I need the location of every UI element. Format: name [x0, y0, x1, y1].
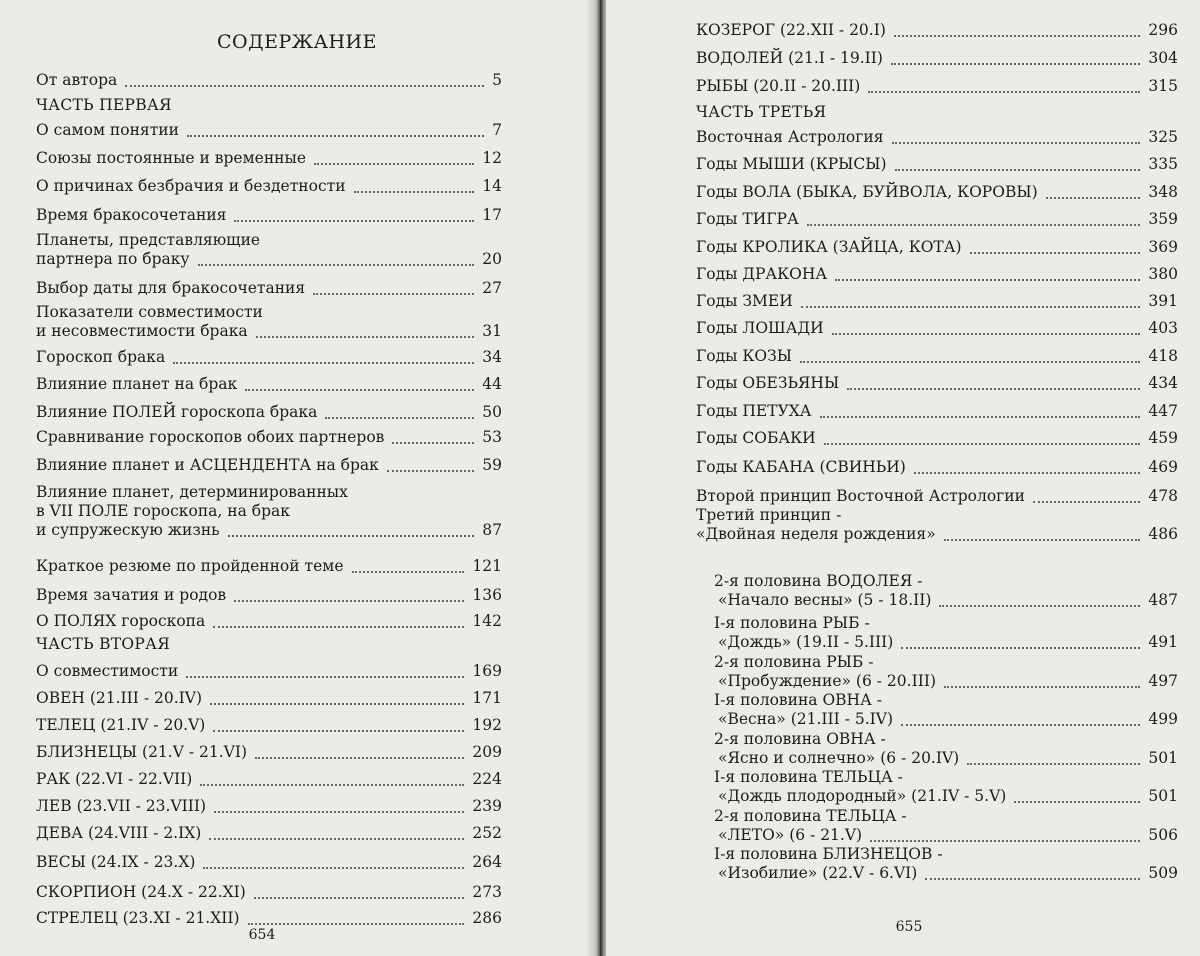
toc-page-number: 87	[478, 521, 502, 540]
leader-dots	[213, 624, 464, 628]
toc-entry	[714, 653, 1178, 691]
toc-page-number: 34	[478, 348, 502, 367]
toc-entry	[714, 691, 1178, 729]
toc-entry	[36, 689, 502, 708]
toc-entry-text: ДЕВА (24.VIII - 2.IX)	[36, 824, 202, 842]
toc-entry-text: ЧАСТЬ ПЕРВАЯ	[36, 96, 172, 114]
leader-dots	[800, 359, 1140, 363]
leader-dots	[248, 921, 464, 925]
toc-page-number: 469	[1144, 458, 1178, 477]
right-page	[606, 0, 1200, 956]
toc-page-number: 359	[1144, 210, 1178, 229]
leader-dots	[832, 331, 1140, 335]
toc-entry-text: ТЕЛЕЦ (21.IV - 20.V)	[36, 716, 206, 734]
leader-dots	[967, 761, 1140, 765]
leader-dots	[939, 603, 1140, 607]
toc-entry-text: ВЕСЫ (24.IX - 23.X)	[36, 853, 196, 871]
toc-entry-text: РЫБЫ (20.II - 20.III)	[696, 77, 861, 95]
toc-entry	[696, 458, 1178, 477]
leader-dots	[847, 386, 1140, 390]
toc-entry	[696, 103, 1178, 122]
toc-page-number: 209	[468, 743, 502, 762]
leader-dots	[914, 470, 1140, 474]
toc-entry	[36, 612, 502, 631]
toc-entry	[696, 155, 1178, 174]
toc-page-number: 142	[468, 612, 502, 631]
leader-dots	[894, 33, 1140, 37]
toc-page-number: 434	[1144, 374, 1178, 393]
toc-page-number: 369	[1144, 238, 1178, 257]
toc-entry	[36, 231, 502, 269]
toc-entry-text: I-я половина ТЕЛЬЦА -	[714, 768, 903, 786]
toc-entry-text: Выбор даты для бракосочетания	[36, 279, 306, 297]
leader-dots	[209, 836, 464, 840]
toc-entry-text: Восточная Астрология	[696, 128, 884, 146]
toc-entry	[696, 77, 1178, 96]
toc-entry-text: «Ясно и солнечно» (6 - 20.IV)	[718, 749, 960, 767]
leader-dots	[254, 895, 464, 899]
toc-entry-text: Годы КРОЛИКА (ЗАЙЦА, КОТА)	[696, 238, 962, 256]
leader-dots	[245, 387, 474, 391]
leader-dots	[210, 701, 464, 705]
toc-entry-text: О ПОЛЯХ гороскопа	[36, 612, 206, 630]
leader-dots	[200, 782, 464, 786]
leader-dots	[901, 645, 1140, 649]
leader-dots	[213, 728, 464, 732]
toc-entry	[696, 374, 1178, 393]
toc-entry-text: Годы ТИГРА	[696, 210, 799, 228]
toc-entry-text: Годы ЗМЕИ	[696, 292, 793, 310]
toc-page-number: 497	[1144, 672, 1178, 691]
toc-page-number: 296	[1144, 21, 1178, 40]
leader-dots	[970, 250, 1140, 254]
toc-page-number: 14	[478, 177, 502, 196]
toc-entry-text: О совместимости	[36, 662, 179, 680]
toc-entry-text: ОВЕН (21.III - 20.IV)	[36, 689, 203, 707]
toc-entry-text: Годы СОБАКИ	[696, 429, 816, 447]
leader-dots	[925, 876, 1140, 880]
leader-dots	[801, 304, 1140, 308]
toc-entry	[696, 49, 1178, 68]
toc-page-number: 447	[1144, 402, 1178, 421]
leader-dots	[824, 441, 1140, 445]
toc-entry-text: Показатели совместимости	[36, 303, 263, 321]
toc-entry	[696, 210, 1178, 229]
toc-page-number: 501	[1144, 787, 1178, 806]
toc-entry	[36, 635, 502, 654]
toc-entry-text: «Начало весны» (5 - 18.II)	[718, 591, 932, 609]
toc-page-number: 486	[1144, 525, 1178, 544]
leader-dots	[944, 684, 1140, 688]
leader-dots	[313, 291, 474, 295]
toc-entry-text: ЛЕВ (23.VII - 23.VIII)	[36, 797, 207, 815]
toc-entry	[36, 557, 502, 576]
leader-dots	[125, 83, 484, 87]
toc-entry-text: 2-я половина ОВНА -	[714, 730, 886, 748]
leader-dots	[214, 809, 464, 813]
toc-page-number: 7	[488, 121, 502, 140]
leader-dots	[255, 755, 464, 759]
leader-dots	[173, 360, 474, 364]
leader-dots	[198, 262, 474, 266]
toc-entry	[36, 824, 502, 843]
leader-dots	[325, 415, 474, 419]
toc-entry-text: РАК (22.VI - 22.VII)	[36, 770, 193, 788]
toc-entry	[36, 716, 502, 735]
toc-entry	[36, 279, 502, 298]
leader-dots	[234, 218, 474, 222]
leader-dots	[807, 222, 1140, 226]
toc-entry	[714, 614, 1178, 652]
toc-entry-text: Годы ПЕТУХА	[696, 402, 812, 420]
toc-entry	[36, 797, 502, 816]
toc-entry	[36, 483, 502, 540]
toc-entry	[36, 206, 502, 225]
toc-page-number: 304	[1144, 49, 1178, 68]
toc-entry-text: СТРЕЛЕЦ (23.XI - 21.XII)	[36, 909, 240, 927]
toc-page-number: 5	[488, 71, 502, 90]
toc-page-number: 325	[1144, 128, 1178, 147]
toc-entry	[714, 845, 1178, 883]
toc-entry	[714, 807, 1178, 845]
toc-entry	[36, 883, 502, 902]
toc-entry	[36, 177, 502, 196]
toc-entry-text: 2-я половина РЫБ -	[714, 653, 874, 671]
toc-entry	[36, 375, 502, 394]
leader-dots	[820, 414, 1140, 418]
toc-entry-text: 2-я половина ВОДОЛЕЯ -	[714, 572, 923, 590]
toc-entry-text: ВОДОЛЕЙ (21.I - 19.II)	[696, 49, 883, 67]
toc-entry-text: О самом понятии	[36, 121, 179, 139]
toc-entry-text: Годы ДРАКОНА	[696, 265, 828, 283]
toc-entry	[696, 429, 1178, 448]
toc-entry	[696, 292, 1178, 311]
toc-entry	[696, 402, 1178, 421]
toc-entry-text: ЧАСТЬ ВТОРАЯ	[36, 635, 171, 653]
right-page-number: 655	[895, 919, 923, 935]
toc-entry-text: Годы КАБАНА (СВИНЬИ)	[696, 458, 906, 476]
leader-dots	[234, 598, 464, 602]
leader-dots	[891, 61, 1140, 65]
toc-entry-text: Влияние планет на брак	[36, 375, 238, 393]
toc-entry-text: От автора	[36, 71, 118, 89]
toc-page-number: 286	[468, 909, 502, 928]
toc-page-number: 499	[1144, 710, 1178, 729]
toc-page-number: 501	[1144, 749, 1178, 768]
toc-page-number: 335	[1144, 155, 1178, 174]
toc-page-number: 136	[468, 586, 502, 605]
leader-dots	[1033, 499, 1140, 503]
leader-dots	[1046, 195, 1140, 199]
toc-entry-text: Годы КОЗЫ	[696, 347, 793, 365]
toc-page-number: 192	[468, 716, 502, 735]
toc-page-number: 59	[478, 456, 502, 475]
toc-page-number: 264	[468, 853, 502, 872]
leader-dots	[203, 865, 464, 869]
toc-page-number: 380	[1144, 265, 1178, 284]
toc-entry	[36, 853, 502, 872]
toc-entry	[36, 403, 502, 422]
toc-entry-text: БЛИЗНЕЦЫ (21.V - 21.VI)	[36, 743, 248, 761]
toc-entry-text: Годы ЛОШАДИ	[696, 319, 824, 337]
toc-entry	[696, 128, 1178, 147]
toc-entry-text: I-я половина БЛИЗНЕЦОВ -	[714, 845, 943, 863]
toc-page-number: 31	[478, 322, 502, 341]
toc-entry	[36, 348, 502, 367]
leader-dots	[870, 838, 1140, 842]
toc-entry	[36, 770, 502, 789]
toc-page-number: 418	[1144, 347, 1178, 366]
toc-entry	[36, 96, 502, 115]
leader-dots	[892, 140, 1141, 144]
leader-dots	[901, 722, 1140, 726]
leader-dots	[944, 537, 1140, 541]
toc-entry	[696, 347, 1178, 366]
toc-page-number: 121	[468, 557, 502, 576]
toc-entry	[36, 456, 502, 475]
toc-entry	[714, 572, 1178, 610]
toc-entry-text: Годы МЫШИ (КРЫСЫ)	[696, 155, 887, 173]
toc-page-number: 239	[468, 797, 502, 816]
leader-dots	[256, 334, 474, 338]
toc-entry-text: и супружескую жизнь	[36, 521, 220, 539]
toc-entry-text: «Дождь» (19.II - 5.III)	[718, 633, 894, 651]
toc-entry-text: в VII ПОЛЕ гороскопа, на брак	[36, 502, 290, 520]
leader-dots	[187, 133, 484, 137]
toc-page-number: 53	[478, 428, 502, 447]
leader-dots	[186, 674, 464, 678]
toc-entry	[36, 662, 502, 681]
toc-entry	[696, 238, 1178, 257]
toc-entry	[36, 149, 502, 168]
toc-entry-text: КОЗЕРОГ (22.XII - 20.I)	[696, 21, 886, 39]
toc-entry-text: Влияние планет, детерминированных	[36, 483, 348, 501]
toc-entry-text: Время бракосочетания	[36, 206, 227, 224]
toc-page-number: 487	[1144, 591, 1178, 610]
leader-dots	[228, 533, 474, 537]
toc-entry-text: Влияние ПОЛЕЙ гороскопа брака	[36, 403, 318, 421]
toc-page-number: 478	[1144, 487, 1178, 506]
toc-page-number: 171	[468, 689, 502, 708]
toc-entry	[36, 743, 502, 762]
toc-page-number: 273	[468, 883, 502, 902]
toc-page-number: 491	[1144, 633, 1178, 652]
leader-dots	[895, 167, 1140, 171]
toc-entry	[696, 21, 1178, 40]
leader-dots	[354, 189, 474, 193]
left-page	[0, 0, 594, 956]
toc-entry-text: О причинах безбрачия и бездетности	[36, 177, 346, 195]
toc-entry-text: I-я половина РЫБ -	[714, 614, 870, 632]
toc-entry-text: I-я половина ОВНА -	[714, 691, 882, 709]
toc-entry-text: Гороскоп брака	[36, 348, 166, 366]
toc-entry	[36, 71, 502, 90]
toc-page-number: 509	[1144, 864, 1178, 883]
toc-entry-text: «Пробуждение» (6 - 20.III)	[718, 672, 936, 690]
toc-entry	[36, 909, 502, 928]
toc-page-number: 506	[1144, 826, 1178, 845]
toc-page-number: 44	[478, 375, 502, 394]
toc-entry-text: Второй принцип Восточной Астрологии	[696, 487, 1025, 505]
toc-entry	[696, 265, 1178, 284]
toc-entry	[36, 586, 502, 605]
toc-page-number: 403	[1144, 319, 1178, 338]
toc-page-number: 252	[468, 824, 502, 843]
toc-entry-text: Планеты, представляющие	[36, 231, 261, 249]
toc-entry-text: Годы ВОЛА (БЫКА, БУЙВОЛА, КОРОВЫ)	[696, 183, 1038, 201]
toc-entry	[696, 183, 1178, 202]
toc-page-number: 224	[468, 770, 502, 789]
toc-entry	[36, 121, 502, 140]
toc-page-number: 459	[1144, 429, 1178, 448]
toc-entry-text: Годы ОБЕЗЬЯНЫ	[696, 374, 840, 392]
leader-dots	[392, 440, 474, 444]
toc-entry	[36, 428, 502, 447]
toc-entry-text: партнера по браку	[36, 250, 190, 268]
toc-entry-text: Союзы постоянные и временные	[36, 149, 307, 167]
leader-dots	[314, 161, 474, 165]
toc-entry	[36, 303, 502, 341]
toc-entry	[696, 506, 1178, 544]
toc-page-number: 391	[1144, 292, 1178, 311]
toc-page-number: 17	[478, 206, 502, 225]
toc-entry	[696, 487, 1178, 506]
toc-entry-text: и несовместимости брака	[36, 322, 248, 340]
toc-page-number: 50	[478, 403, 502, 422]
toc-entry	[696, 319, 1178, 338]
toc-page-number: 20	[478, 250, 502, 269]
leader-dots	[868, 89, 1140, 93]
toc-entry-text: Краткое резюме по пройденной теме	[36, 557, 344, 575]
left-page-number: 654	[248, 927, 276, 943]
leader-dots	[1014, 799, 1140, 803]
toc-page-number: 12	[478, 149, 502, 168]
toc-title: СОДЕРЖАНИЕ	[217, 31, 377, 53]
toc-entry-text: СКОРПИОН (24.X - 22.XI)	[36, 883, 246, 901]
toc-entry-text: «Весна» (21.III - 5.IV)	[718, 710, 894, 728]
toc-entry	[714, 768, 1178, 806]
toc-entry-text: «Изобилие» (22.V - 6.VI)	[718, 864, 918, 882]
toc-page-number: 27	[478, 279, 502, 298]
toc-entry-text: ЧАСТЬ ТРЕТЬЯ	[696, 103, 827, 121]
toc-entry-text: Время зачатия и родов	[36, 586, 227, 604]
toc-entry	[714, 730, 1178, 768]
toc-entry-text: «Дождь плодородный» (21.IV - 5.V)	[718, 787, 1007, 805]
toc-page-number: 315	[1144, 77, 1178, 96]
toc-page-number: 348	[1144, 183, 1178, 202]
toc-entry-text: Влияние планет и АСЦЕНДЕНТА на брак	[36, 456, 379, 474]
toc-entry-text: «Двойная неделя рождения»	[696, 525, 936, 543]
leader-dots	[387, 468, 474, 472]
toc-entry-text: Сравнивание гороскопов обоих партнеров	[36, 428, 385, 446]
toc-page-number: 169	[468, 662, 502, 681]
leader-dots	[835, 277, 1140, 281]
toc-entry-text: Третий принцип -	[696, 506, 842, 524]
toc-entry-text: 2-я половина ТЕЛЬЦА -	[714, 807, 907, 825]
leader-dots	[352, 569, 464, 573]
toc-entry-text: «ЛЕТО» (6 - 21.V)	[718, 826, 863, 844]
